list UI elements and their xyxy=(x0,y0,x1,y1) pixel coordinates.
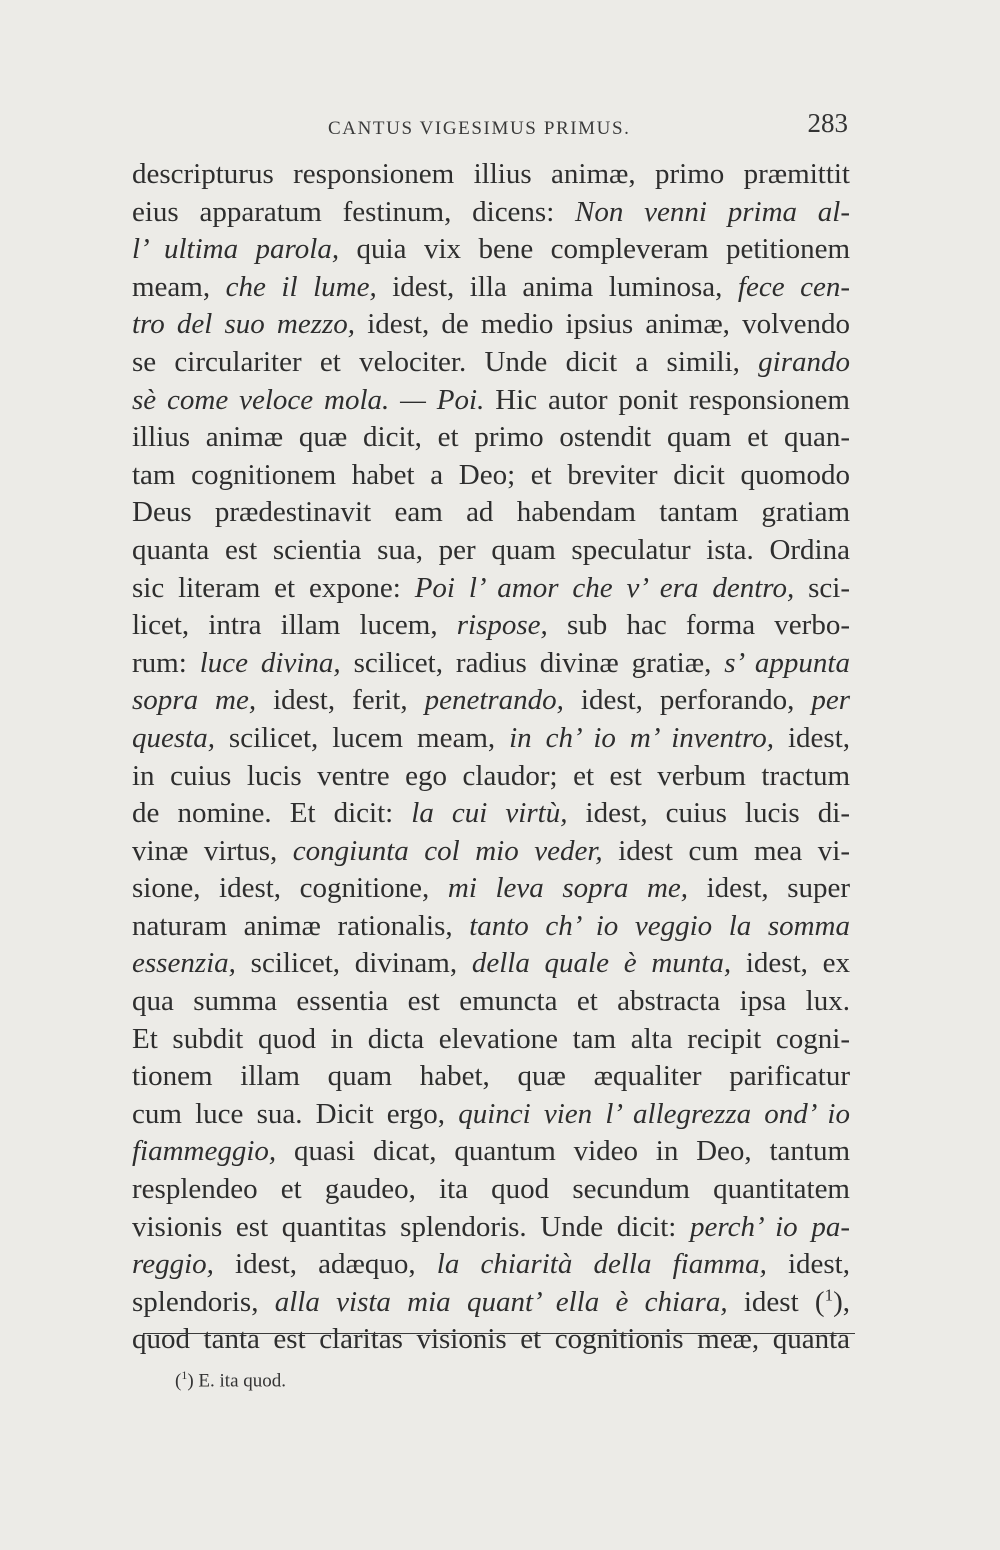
text-run: rum: xyxy=(132,646,200,679)
text-run: se circulariter et velociter. Unde dicit a simili, xyxy=(132,345,759,378)
text-run: idest, illa anima luminosa, xyxy=(376,270,738,303)
text-run: scilicet, lucem meam, xyxy=(214,721,510,754)
text-run: de nomine. Et dicit: xyxy=(132,797,412,830)
italic-quote: fece cen- xyxy=(737,270,851,303)
text-line xyxy=(132,645,850,683)
text-run: visionis est quantitas splendoris. Unde dicit: xyxy=(132,1210,691,1243)
italic-quote: alla vista mia quant’ ella è chiara, xyxy=(274,1285,728,1318)
text-line xyxy=(132,1171,850,1209)
text-line xyxy=(132,231,850,269)
text-line xyxy=(132,1133,850,1171)
text-line xyxy=(132,457,850,495)
text-run: meam, xyxy=(132,270,226,303)
text-line xyxy=(132,419,850,457)
text-line xyxy=(132,1096,850,1134)
italic-quote: girando xyxy=(758,345,850,378)
text-line xyxy=(132,833,850,871)
text-run: sione, idest, cognitione, xyxy=(132,872,448,905)
text-run: idest, cuius lucis di- xyxy=(567,797,850,830)
text-line xyxy=(132,682,850,720)
text-run: tionem illam quam habet, quæ æqualiter parificatur xyxy=(132,1060,850,1093)
text-run: idest, super xyxy=(688,872,851,905)
text-line xyxy=(132,494,850,532)
text-run: sub hac forma verbo- xyxy=(547,609,850,642)
text-run: sic literam et expone: xyxy=(132,571,415,604)
text-line xyxy=(132,1058,850,1096)
text-line xyxy=(132,1321,850,1359)
italic-quote: reggio, xyxy=(132,1248,214,1281)
text-line xyxy=(132,570,850,608)
footnote-marker: 1 xyxy=(181,1368,188,1382)
text-line xyxy=(132,870,850,908)
text-run: idest, perforando, xyxy=(563,684,812,717)
italic-quote: Non venni prima al- xyxy=(575,195,850,228)
text-run: quod tanta est claritas visionis et cognitionis meæ, quanta xyxy=(132,1323,850,1356)
italic-quote: per xyxy=(811,684,850,717)
text-run: vinæ virtus, xyxy=(132,834,293,867)
text-run: Deus prædestinavit eam ad habendam tantam gratiam xyxy=(132,496,850,529)
text-run: naturam animæ rationalis, xyxy=(132,909,470,942)
italic-quote: della quale è munta, xyxy=(471,947,732,980)
running-head-title: CANTUS VIGESIMUS PRIMUS. xyxy=(328,118,631,139)
text-line xyxy=(132,344,850,382)
text-line xyxy=(132,194,850,232)
italic-quote: tanto ch’ io veggio la somma xyxy=(469,909,850,942)
italic-quote: questa, xyxy=(132,721,215,754)
running-head xyxy=(130,106,850,146)
text-line xyxy=(132,758,850,796)
text-run: illius animæ quæ dicit, et primo ostendit quam et quan- xyxy=(132,421,850,454)
italic-quote: sè come veloce mola. — Poi. xyxy=(132,383,485,416)
page-number: 283 xyxy=(807,108,848,138)
text-run: descripturus responsionem illius animæ, primo præmittit xyxy=(132,158,850,190)
italic-quote: essenzia, xyxy=(132,947,236,980)
italic-quote: tro del suo mezzo, xyxy=(132,308,356,341)
text-line xyxy=(132,1284,850,1322)
text-line xyxy=(132,795,850,833)
text-run: quasi dicat, quantum video in Deo, tantum xyxy=(276,1135,850,1168)
italic-quote: luce divina, xyxy=(199,646,341,679)
italic-quote: la chiarità della fiamma, xyxy=(436,1248,767,1281)
text-run: licet, intra illam lucem, xyxy=(132,609,457,642)
body-text xyxy=(132,156,850,1359)
italic-quote: che il lume, xyxy=(225,270,377,303)
text-run: Et subdit quod in dicta elevatione tam alta recipit cogni- xyxy=(132,1022,850,1055)
italic-quote: rispose, xyxy=(456,609,548,642)
footnote-reference: 1 xyxy=(824,1285,834,1305)
text-run: quanta est scientia sua, per quam speculatur ista. Ordina xyxy=(132,533,850,566)
text-run: sci- xyxy=(794,571,850,604)
text-line xyxy=(132,908,850,946)
text-run: quia vix bene compleveram petitionem xyxy=(339,233,850,266)
text-run: idest, xyxy=(774,721,850,754)
text-run: idest, ex xyxy=(731,947,850,980)
text-line xyxy=(132,945,850,983)
italic-quote: congiunta col mio veder, xyxy=(292,834,603,867)
text-run: Hic autor ponit responsionem xyxy=(484,383,850,416)
text-line xyxy=(132,720,850,758)
text-line xyxy=(132,983,850,1021)
italic-quote: quinci vien l’ allegrezza ond’ io xyxy=(458,1097,850,1130)
text-run: resplendeo et gaudeo, ita quod secundum quantitatem xyxy=(132,1173,850,1206)
text-run: idest cum mea vi- xyxy=(602,834,850,867)
text-line xyxy=(132,1246,850,1284)
text-run: splendoris, xyxy=(132,1285,275,1318)
text-run: idest ( xyxy=(727,1285,825,1318)
text-line xyxy=(132,156,850,194)
text-line xyxy=(132,1021,850,1059)
italic-quote: fiammeggio, xyxy=(132,1135,277,1168)
text-run: ), xyxy=(833,1285,850,1318)
text-run: idest, ferit, xyxy=(256,684,425,717)
italic-quote: sopra me, xyxy=(132,684,257,717)
text-line xyxy=(132,269,850,307)
text-run: scilicet, divinam, xyxy=(235,947,472,980)
italic-quote: perch’ io pa- xyxy=(690,1210,850,1243)
italic-quote: mi leva sopra me, xyxy=(447,872,689,905)
text-line xyxy=(132,1209,850,1247)
footnote: ($^1$) E. ita quod. xyxy=(175,1368,287,1392)
text-run: in cuius lucis ventre ego claudor; et est verbum tractum xyxy=(132,759,850,792)
italic-quote: in ch’ io m’ inventro, xyxy=(509,721,775,754)
italic-quote: l’ ultima parola, xyxy=(132,233,340,266)
footnote-text: E. ita quod. xyxy=(198,1370,287,1392)
text-run: cum luce sua. Dicit ergo, xyxy=(132,1097,459,1130)
footnote-rule xyxy=(143,1333,855,1334)
text-run: qua summa essentia est emuncta et abstracta ipsa lux. xyxy=(132,985,850,1018)
text-run: idest, de medio ipsius animæ, volvendo xyxy=(355,308,850,341)
text-run: idest, xyxy=(766,1248,850,1281)
italic-quote: Poi l’ amor che v’ era dentro, xyxy=(414,571,795,604)
italic-quote: la cui virtù, xyxy=(411,797,568,830)
text-run: tam cognitionem habet a Deo; et breviter dicit quomodo xyxy=(132,458,850,491)
text-line xyxy=(132,607,850,645)
italic-quote: penetrando, xyxy=(424,684,564,717)
text-run: idest, adæquo, xyxy=(213,1248,437,1281)
text-line xyxy=(132,532,850,570)
text-line xyxy=(132,382,850,420)
text-line xyxy=(132,306,850,344)
text-run: scilicet, radius divinæ gratiæ, xyxy=(340,646,725,679)
italic-quote: s’ appunta xyxy=(724,646,850,679)
text-run: eius apparatum festinum, dicens: xyxy=(132,195,576,228)
